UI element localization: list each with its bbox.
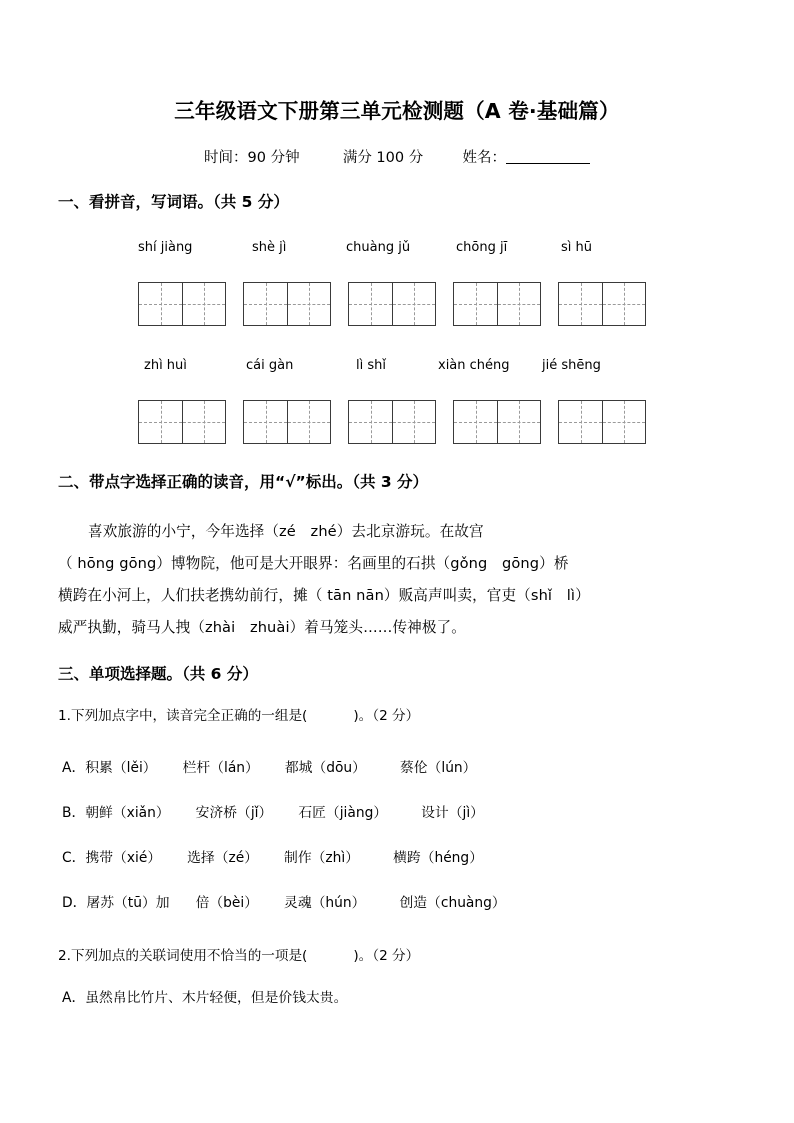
section-two-line-3: 横跨在小河上，人们扶老携幼前行，摊（ tān nān）贩高声叫卖，官吏（shǐ lì） xyxy=(58,587,590,604)
option-item: 设计（jì） xyxy=(421,805,484,821)
writing-grid-cell[interactable] xyxy=(182,283,225,325)
student-name-blank[interactable] xyxy=(506,148,590,164)
writing-grid[interactable] xyxy=(138,400,226,444)
option-item: 选择（zé） xyxy=(187,850,259,866)
writing-grid-cell[interactable] xyxy=(454,401,497,443)
page-title: 三年级语文下册第三单元检测题（A 卷·基础篇） xyxy=(174,99,620,123)
writing-grid[interactable] xyxy=(558,400,646,444)
writing-grid-cell[interactable] xyxy=(287,283,330,325)
question-1-option-c[interactable] xyxy=(62,846,483,866)
writing-grid-cell[interactable] xyxy=(497,401,540,443)
writing-grid-cell[interactable] xyxy=(392,401,435,443)
option-item: 蔡伦（lún） xyxy=(399,760,477,776)
pinyin-label: jié shēng xyxy=(542,358,601,373)
writing-grid-cell[interactable] xyxy=(497,283,540,325)
option-item: 石匠（jiàng） xyxy=(298,805,388,821)
writing-grid[interactable] xyxy=(138,282,226,326)
pinyin-label: lì shǐ xyxy=(356,358,386,373)
option-item: 虽然帛比竹片、木片轻便，但是价钱太贵。 xyxy=(85,990,348,1006)
writing-grid-cell[interactable] xyxy=(349,401,392,443)
question-1-option-b[interactable] xyxy=(62,801,484,821)
option-item: 倍（bèi） xyxy=(195,895,259,911)
section-two-line-4: 威严执勤，骑马人拽（zhài zhuài）着马笼头……传神极了。 xyxy=(58,619,466,636)
writing-grid[interactable] xyxy=(558,282,646,326)
writing-grid-cell[interactable] xyxy=(287,401,330,443)
exam-meta-line xyxy=(0,146,794,167)
question-1-option-a[interactable] xyxy=(62,756,476,776)
option-item: 携带（xié） xyxy=(85,850,162,866)
pinyin-label: xiàn chéng xyxy=(438,358,510,373)
writing-grid[interactable] xyxy=(243,282,331,326)
writing-grid[interactable] xyxy=(453,282,541,326)
pinyin-label: shè jì xyxy=(252,240,287,255)
writing-grid-cell[interactable] xyxy=(244,401,287,443)
option-item: 创造（chuàng） xyxy=(399,895,506,911)
option-item: 制作（zhì） xyxy=(284,850,360,866)
section-two-line-1: 喜欢旅游的小宁，今年选择（zé zhé）去北京游玩。在故宫 xyxy=(88,523,484,540)
section-three-heading: 三、单项选择题。（共 6 分） xyxy=(58,665,258,683)
option-item: 栏杆（lán） xyxy=(182,760,259,776)
writing-grid-cell[interactable] xyxy=(139,401,182,443)
question-2-stem xyxy=(58,944,419,964)
question-1-stem-before: 1.下列加点字中，读音完全正确的一组是( xyxy=(58,708,308,724)
pinyin-label: shí jiàng xyxy=(138,240,193,255)
writing-grid[interactable] xyxy=(348,400,436,444)
option-label: D． xyxy=(62,895,87,911)
option-item: 横跨（héng） xyxy=(393,850,483,866)
question-1-stem-after: )。（2 分） xyxy=(353,708,420,724)
question-2-stem-before: 2.下列加点的关联词使用不恰当的一项是( xyxy=(58,948,308,964)
pinyin-label: cái gàn xyxy=(246,358,294,373)
pinyin-label: zhì huì xyxy=(144,358,187,373)
section-one-heading: 一、看拼音，写词语。（共 5 分） xyxy=(58,193,289,211)
question-2-stem-after: )。（2 分） xyxy=(353,948,420,964)
writing-grid-cell[interactable] xyxy=(392,283,435,325)
question-1-stem xyxy=(58,704,419,724)
section-two-line-2: （ hōng gōng）博物院，他可是大开眼界：名画里的石拱（gǒng gōng）桥 xyxy=(58,555,569,572)
question-1-option-d[interactable] xyxy=(62,891,506,911)
option-item: 屠苏（tū）加 xyxy=(86,895,170,911)
option-item: 灵魂（hún） xyxy=(284,895,366,911)
writing-grid-cell[interactable] xyxy=(349,283,392,325)
writing-grid-cell[interactable] xyxy=(244,283,287,325)
writing-grid-cell[interactable] xyxy=(139,283,182,325)
option-label: C． xyxy=(62,850,86,866)
option-label: A． xyxy=(62,760,86,776)
question-2-option-a[interactable] xyxy=(62,986,347,1006)
pinyin-label: sì hū xyxy=(561,240,592,255)
option-label: A． xyxy=(62,990,86,1006)
option-label: B． xyxy=(62,805,86,821)
option-item: 朝鲜（xiǎn） xyxy=(85,805,170,821)
option-item: 积累（lěi） xyxy=(85,760,157,776)
option-item: 安济桥（jǐ） xyxy=(195,805,273,821)
writing-grid[interactable] xyxy=(348,282,436,326)
writing-grid[interactable] xyxy=(243,400,331,444)
writing-grid-cell[interactable] xyxy=(559,283,602,325)
option-item: 都城（dōu） xyxy=(284,760,366,776)
pinyin-label: chōng jī xyxy=(456,240,508,255)
pinyin-label: chuàng jǔ xyxy=(346,240,411,255)
writing-grid-cell[interactable] xyxy=(559,401,602,443)
student-name-label: 姓名： xyxy=(462,150,506,166)
writing-grid-cell[interactable] xyxy=(602,283,645,325)
section-two-heading: 二、带点字选择正确的读音，用“√”标出。（共 3 分） xyxy=(58,473,429,491)
writing-grid-cell[interactable] xyxy=(182,401,225,443)
exam-total-score: 满分 100 分 xyxy=(342,150,424,166)
writing-grid-cell[interactable] xyxy=(454,283,497,325)
exam-duration: 时间：90 分钟 xyxy=(204,150,300,166)
writing-grid[interactable] xyxy=(453,400,541,444)
writing-grid-cell[interactable] xyxy=(602,401,645,443)
